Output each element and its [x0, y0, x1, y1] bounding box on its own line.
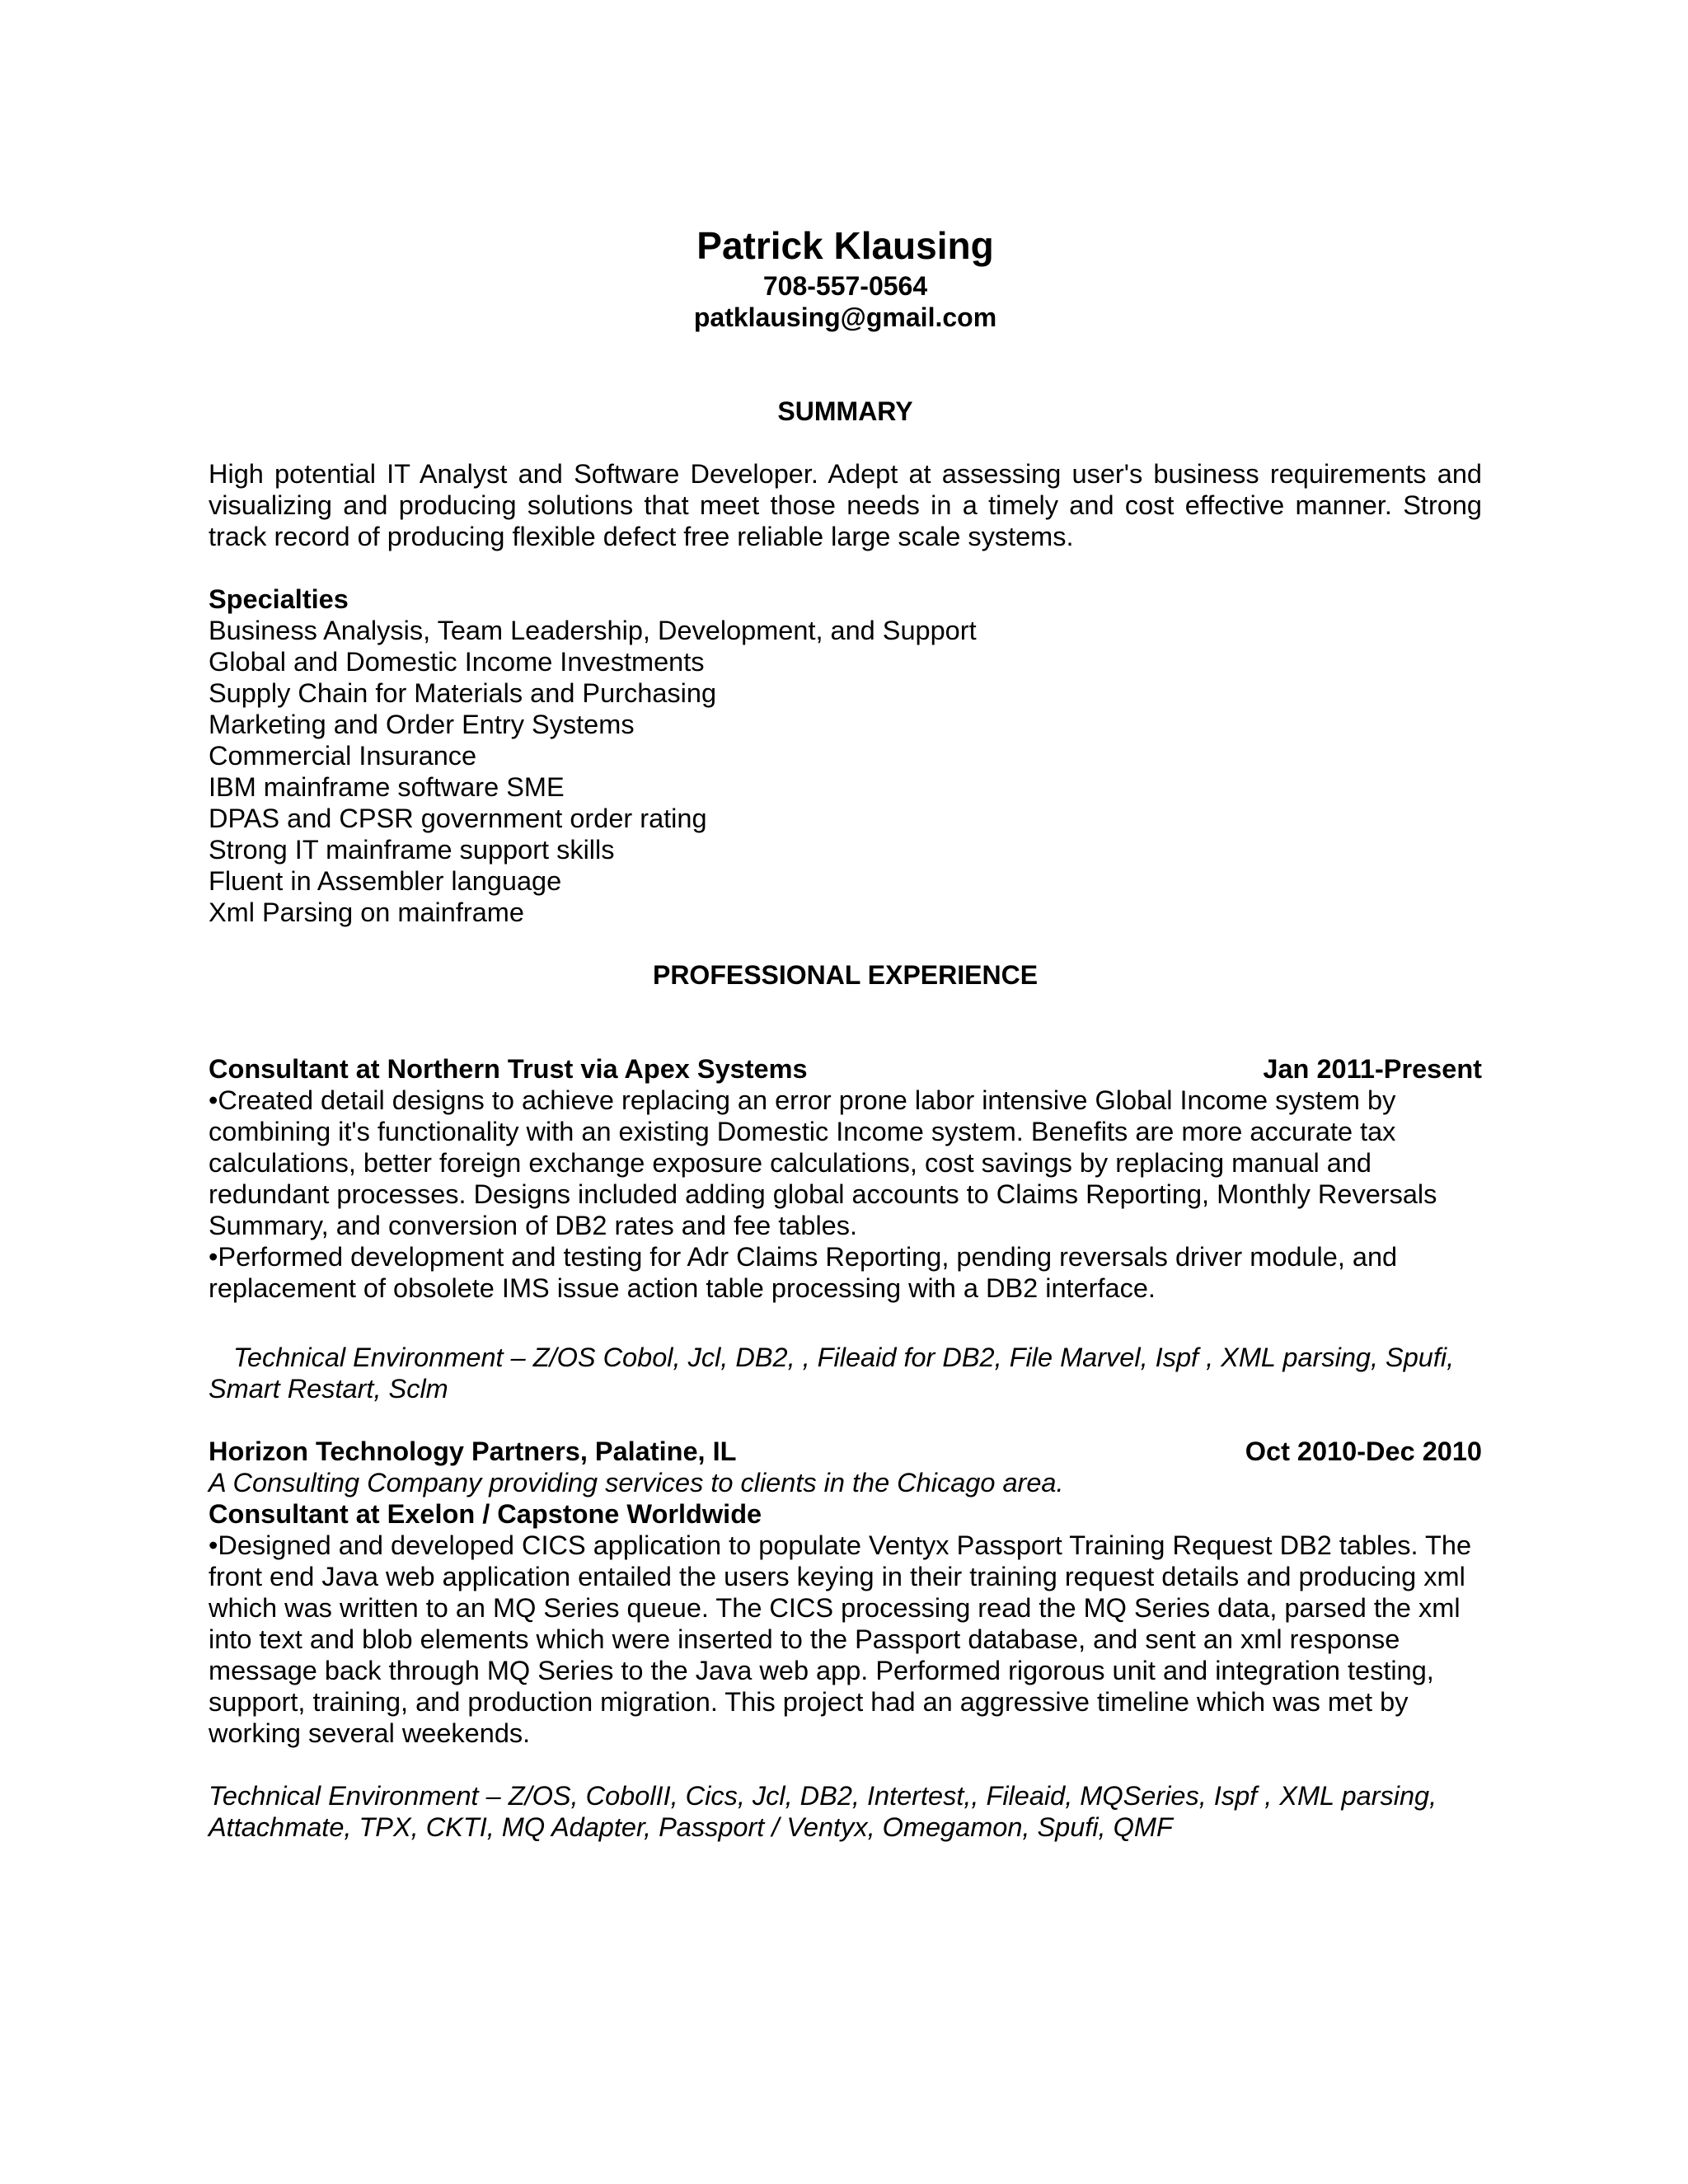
job-title: Horizon Technology Partners, Palatine, IL — [209, 1436, 737, 1466]
job-dates: Jan 2011-Present — [1263, 1054, 1482, 1084]
list-item: Business Analysis, Team Leadership, Development, and Support — [209, 616, 977, 645]
list-item: Xml Parsing on mainframe — [209, 898, 524, 927]
bullet-icon: • — [209, 1242, 218, 1272]
job-header — [209, 1436, 1482, 1467]
experience-heading: PROFESSIONAL EXPERIENCE — [652, 960, 1039, 990]
job-role: Consultant at Exelon / Capstone Worldwide — [209, 1499, 762, 1529]
job-bullet — [209, 1530, 1482, 1749]
list-item: DPAS and CPSR government order rating — [209, 804, 707, 833]
job-entry — [209, 1053, 1482, 1404]
summary-heading: SUMMARY — [777, 396, 913, 426]
email-address: patklausing@gmail.com — [693, 302, 997, 332]
job-header — [209, 1053, 1482, 1085]
resume-page — [209, 221, 1482, 1843]
specialties-section — [209, 583, 1482, 928]
list-item: Fluent in Assembler language — [209, 866, 562, 896]
specialties-heading: Specialties — [209, 584, 349, 614]
job-bullet-text: Performed development and testing for Adr Claims Reporting, pending reversals driver module, and replacement of obsolete IMS issue action table processing with a DB2 interface. — [209, 1242, 1398, 1303]
list-item: Marketing and Order Entry Systems — [209, 710, 635, 739]
candidate-name: Patrick Klausing — [696, 224, 994, 267]
list-item: Global and Domestic Income Investments — [209, 647, 705, 677]
technical-environment: Technical Environment – Z/OS Cobol, Jcl, DB2, , Fileaid for DB2, File Marvel, Ispf , XML parsing, Spufi, Smart Restart, Sclm — [209, 1343, 1455, 1404]
job-entry — [209, 1436, 1482, 1843]
list-item: Supply Chain for Materials and Purchasing — [209, 678, 717, 708]
job-bullet — [209, 1085, 1482, 1241]
job-bullet — [209, 1241, 1482, 1304]
list-item: Strong IT mainframe support skills — [209, 835, 615, 865]
list-item: IBM mainframe software SME — [209, 772, 565, 802]
company-description: A Consulting Company providing services to clients in the Chicago area. — [209, 1468, 1064, 1497]
specialties-list — [209, 615, 1482, 928]
job-title: Consultant at Northern Trust via Apex Systems — [209, 1054, 808, 1084]
job-dates: Oct 2010-Dec 2010 — [1245, 1436, 1482, 1466]
job-bullet-text: Designed and developed CICS application to populate Ventyx Passport Training Request DB2 tables. The front end Java web application entailed the users keying in their training request details and producing xml which was written to an MQ Series queue. The CICS processing read the MQ Series data, parsed the xml into text and blob elements which were inserted to the Passport database, and sent an xml response message back through MQ Series to the Java web app. Performed rigorous unit and integration testing, support, training, and production migration. This project had an aggressive timeline which was met by working several weekends. — [209, 1530, 1472, 1748]
list-item: Commercial Insurance — [209, 741, 477, 771]
bullet-icon: • — [209, 1530, 218, 1560]
summary-paragraph: High potential IT Analyst and Software Developer. Adept at assessing user's business requirements and visualizing and producing solutions that meet those needs in a timely and cost effective manner. Strong track record of producing flexible defect free reliable large scale systems. — [209, 459, 1482, 551]
technical-environment: Technical Environment – Z/OS, CobolII, Cics, Jcl, DB2, Intertest,, Fileaid, MQSeries, Ispf , XML parsing, Attachmate, TPX, CKTI, MQ Adapter, Passport / Ventyx, Omegamon, Spufi, QMF — [209, 1781, 1437, 1842]
phone-number: 708-557-0564 — [762, 271, 928, 301]
job-bullet-text: Created detail designs to achieve replacing an error prone labor intensive Global Income system by combining it's functionality with an existing Domestic Income system. Benefits are more accurate tax calculations, better foreign exchange exposure calculations, cost savings by replacing manual and redundant processes. Designs included adding global accounts to Claims Reporting, Monthly Reversals Summary, and conversion of DB2 rates and fee tables. — [209, 1085, 1437, 1240]
bullet-icon: • — [209, 1085, 218, 1115]
